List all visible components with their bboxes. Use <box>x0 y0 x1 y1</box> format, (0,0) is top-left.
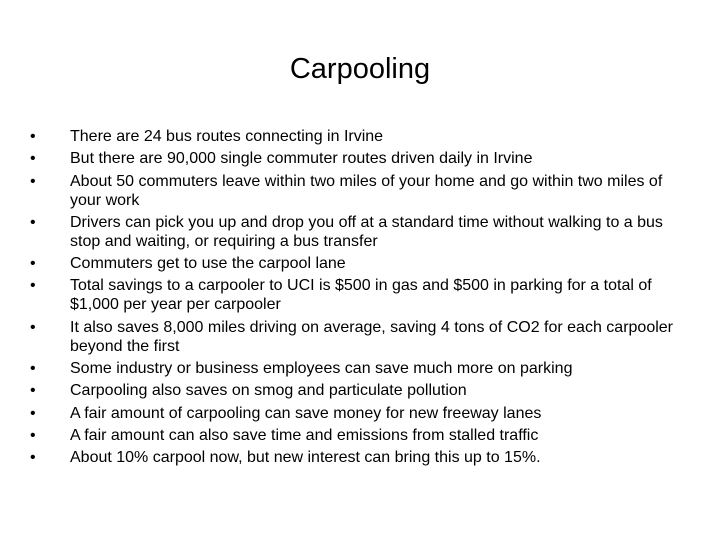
bullet-icon: • <box>30 255 36 273</box>
bullet-text: But there are 90,000 single commuter routes driven daily in Irvine <box>70 150 533 168</box>
list-item <box>30 318 680 356</box>
bullet-text: There are 24 bus routes connecting in Irvine <box>70 128 384 145</box>
bullet-icon: • <box>30 404 36 422</box>
bullet-text: Total savings to a carpooler to UCI is $500 in gas and $500 in parking for a total of $1,000 per year per carpooler <box>70 277 652 314</box>
bullet-text: A fair amount of carpooling can save money for new freeway lanes <box>70 404 542 422</box>
list-item <box>30 426 680 445</box>
list-item <box>30 404 680 423</box>
list-item <box>30 127 680 146</box>
bullet-text: Carpooling also saves on smog and particulate pollution <box>70 382 467 400</box>
bullet-icon: • <box>30 172 36 190</box>
list-item <box>30 359 680 378</box>
bullet-icon: • <box>30 449 36 467</box>
bullet-text: About 10% carpool now, but new interest can bring this up to 15%. <box>70 449 541 467</box>
slide-title: Carpooling <box>289 53 431 85</box>
list-item <box>30 213 680 251</box>
bullet-text: Some industry or business employees can save much more on parking <box>70 360 573 378</box>
list-item <box>30 276 680 314</box>
bullet-icon: • <box>30 318 36 336</box>
bullet-text: It also saves 8,000 miles driving on average, saving 4 tons of CO2 for each carpooler beyond the first <box>70 318 673 355</box>
bullet-icon: • <box>30 277 36 295</box>
list-item <box>30 254 680 273</box>
bullet-text: Drivers can pick you up and drop you off at a standard time without walking to a bus stop and waiting, or requiring a bus transfer <box>70 213 663 250</box>
bullet-icon: • <box>30 426 36 444</box>
bullet-list <box>30 127 680 471</box>
bullet-text: About 50 commuters leave within two miles of your home and go within two miles of your work <box>70 172 663 209</box>
bullet-icon: • <box>30 150 36 168</box>
bullet-icon: • <box>30 213 36 231</box>
bullet-icon: • <box>30 382 36 400</box>
list-item <box>30 172 680 210</box>
bullet-text: A fair amount can also save time and emissions from stalled traffic <box>70 426 539 444</box>
list-item <box>30 381 680 400</box>
bullet-icon: • <box>30 128 36 145</box>
bullet-icon: • <box>30 360 36 378</box>
bullet-text: Commuters get to use the carpool lane <box>70 255 346 273</box>
list-item <box>30 448 680 467</box>
list-item <box>30 149 680 168</box>
